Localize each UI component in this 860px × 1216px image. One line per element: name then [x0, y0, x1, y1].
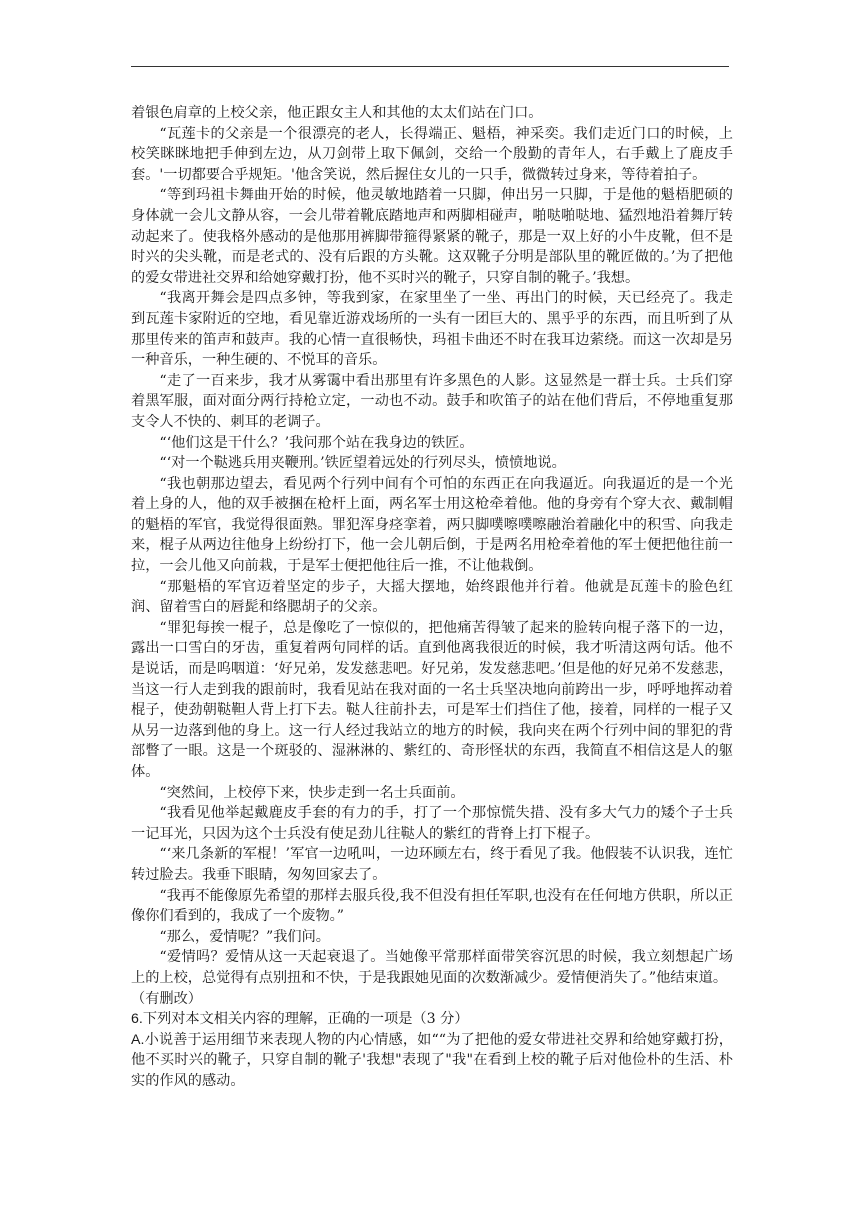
paragraph: “我也朝那边望去，看见两个行列中间有个可怕的东西正在向我逼近。向我逼近的是一个光着上身的人，他的双手被捆在枪杆上面，两名军士用这枪牵着他。他的身旁有个穿大衣、戴制帽的魁梧的军官，我觉得很面熟。罪犯浑身痉挛着，两只脚噗嚓噗嚓融治着融化中的积雪、向我走来，棍子从两边往他身上纷纷打下，他一会儿朝后倒，于是两名用枪牵着他的军士便把他往前一拉，一会儿他又向前栽，于是军士便把他往后一推，不让他栽倒。 — [131, 475, 733, 575]
option-letter: A. — [131, 1031, 145, 1048]
paragraph: “罪犯每挨一棍子，总是像吃了一惊似的，把他痛苦得皱了起来的脸转向棍子落下的一边，露出一口雪白的牙齿，重复着两句同样的话。直到他离我很近的时候，我才听清这两句话。他不是说话，而是呜咽道：‘好兄弟，发发慈悲吧。好兄弟，发发慈悲吧。’但是他的好兄弟不发慈悲，当这一行人走到我的跟前时，我看见站在我对面的一名士兵坚决地向前跨出一步，呼呼地挥动着棍子，使劲朝鞑靼人背上打下去。鞑人往前扑去，可是军士们挡住了他，接着，同样的一棍子又从另一边落到他的身上。这一行人经过我站立的地方的时候，我向夹在两个行列中间的罪犯的背部瞥了一眼。这是一个斑驳的、湿淋淋的、紫红的、奇形怪状的东西，我简直不相信这是人的躯体。 — [131, 619, 733, 780]
paragraph: “走了一百来步，我才从雾霭中看出那里有许多黑色的人影。这显然是一群士兵。士兵们穿着黑军服，面对面分两行持枪立定，一动也不动。鼓手和吹笛子的站在他们背后，不停地重复那支令人不快的、刺耳的老调子。 — [131, 372, 733, 430]
paragraph: 着银色肩章的上校父亲，他正跟女主人和其他的太太们站在门口。 — [131, 105, 543, 121]
paragraph: “那么，爱情呢？”我们问。 — [159, 928, 330, 945]
paragraph: “瓦莲卡的父亲是一个很漂亮的老人，长得端正、魁梧，神采奕。我们走近门口的时候，上校笑眯眯地把手伸到左边，从刀剑带上取下佩剑，交给一个殷勤的青年人，右手戴上了鹿皮手套。'一切都要合乎规矩。'他含笑说，然后握住女儿的一只手，微微转过身来，等待着拍子。 — [131, 125, 733, 183]
question-6 — [131, 1009, 733, 1030]
paragraph: “‘他们这是干什么？’我问那个站在我身边的铁匠。 — [159, 434, 474, 451]
article-body — [131, 103, 733, 1092]
option-a — [131, 1030, 733, 1092]
paragraph: “等到玛祖卡舞曲开始的时候，他灵敏地踏着一只脚，伸出另一只脚，于是他的魁梧肥硕的身体就一会儿文静从容，一会儿带着靴底踏地声和两脚相碰声，啪哒啪哒地、猛烈地沿着舞厅转动起来了。使我格外感动的是他那用裤脚带箍得紧紧的靴子，那是一双上好的小牛皮靴，但不是时兴的尖头靴，而是老式的、没有后跟的方头靴。这双靴子分明是部队里的靴匠做的。’为了把他的爱女带进社交界和给她穿戴打扮，他不买时兴的靴子，只穿自制的靴子。’我想。 — [131, 187, 733, 286]
paragraph: “那魁梧的军官迈着坚定的步子，大摇大摆地，始终跟他并行着。他就是瓦莲卡的脸色红润、留着雪白的唇髭和络腮胡子的父亲。 — [131, 578, 733, 616]
paragraph: “我离开舞会是四点多钟，等我到家，在家里坐了一坐、再出门的时候，天已经亮了。我走到瓦莲卡家附近的空地，看见靠近游戏场所的一头有一团巨大的、黑乎乎的东西，而且听到了从那里传来的笛声和鼓声。我的心情一直很畅快，玛祖卡曲还不时在我耳边萦绕。而这一次却是另一种音乐，一种生硬的、不悦耳的音乐。 — [131, 290, 733, 369]
header-rule — [131, 66, 729, 67]
paragraph: “爱情吗？爱情从这一天起衰退了。当她像平常那样面带笑容沉思的时候，我立刻想起广场上的上校，总觉得有点别扭和不快，于是我跟她见面的次数渐减少。爱情便消失了。”他结束道。 — [131, 949, 733, 986]
question-number: 6. — [131, 1011, 143, 1028]
paragraph: “‘对一个鞑逃兵用夹鞭刑。’铁匠望着远处的行列尽头，愤愤地说。 — [159, 455, 566, 472]
question-stem: 下列对本文相关内容的理解，正确的一项是（3 分） — [142, 1011, 469, 1028]
option-text: 小说善于运用细节来表现人物的内心情感，如““为了把他的爱女带进社交界和给她穿戴打扮，他不买时兴的靴子，只穿自制的靴子'我想"表现了"我"在看到上校的靴子后对他俭朴的生活、朴实的作风的感动。 — [131, 1031, 733, 1089]
paragraph: “‘来几条新的军棍！’军官一边吼叫，一边环顾左右，终于看见了我。他假装不认识我，连忙转过脸去。我垂下眼睛，匆匆回家去了。 — [131, 846, 733, 883]
paragraph: “我看见他举起戴鹿皮手套的有力的手，打了一个那惊慌失措、没有多大气力的矮个子士兵一记耳光，只因为这个士兵没有使足劲儿往鞑人的紫红的背脊上打下棍子。 — [131, 805, 733, 842]
paragraph: “突然间，上校停下来，快步走到一名士兵面前。 — [159, 784, 465, 801]
source-note: （有删改） — [131, 990, 202, 1007]
paragraph: “我再不能像原先希望的那样去服兵役,我不但没有担任军职,也没有在任何地方供职，所以正像你们看到的，我成了一个废物。” — [131, 887, 733, 925]
